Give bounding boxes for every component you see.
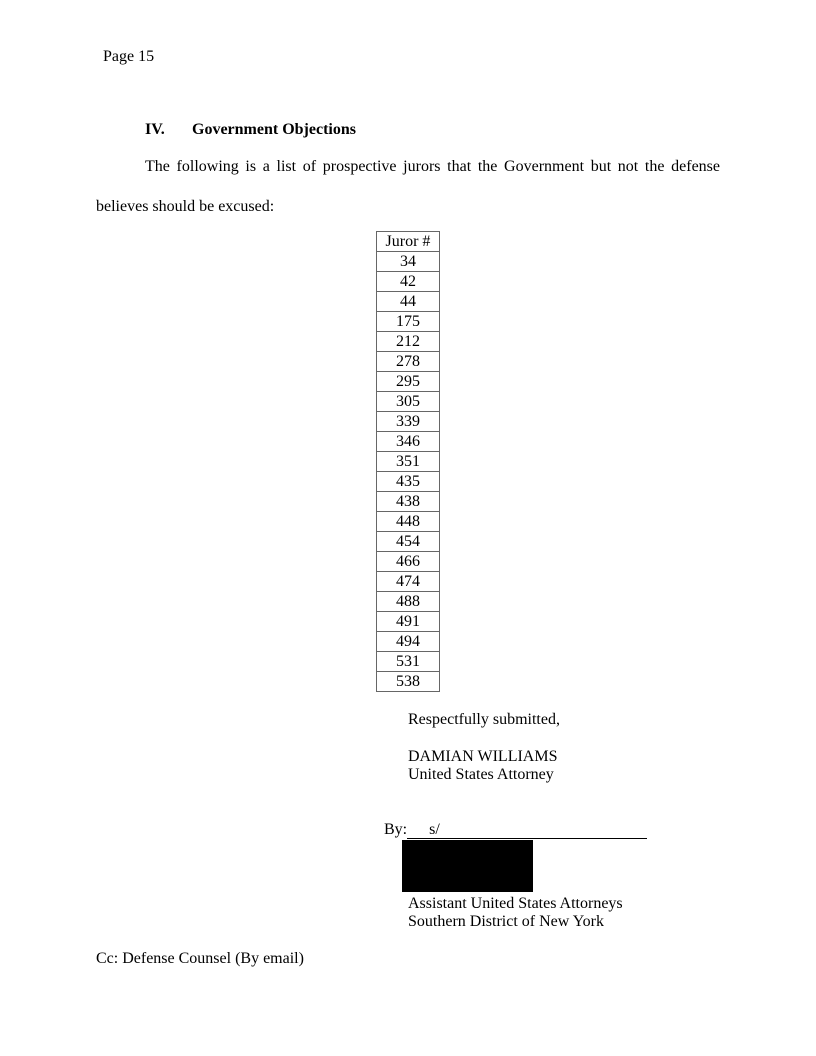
table-row xyxy=(377,592,440,612)
juror-number: 295 xyxy=(377,372,440,392)
table-row xyxy=(377,452,440,472)
section-title: Government Objections xyxy=(192,121,356,138)
page-number: Page 15 xyxy=(103,48,155,65)
signature-rule xyxy=(407,822,647,839)
signature-line xyxy=(384,821,647,839)
table-row xyxy=(377,432,440,452)
table-row xyxy=(377,272,440,292)
juror-number: 339 xyxy=(377,412,440,432)
juror-number: 438 xyxy=(377,492,440,512)
table-row xyxy=(377,332,440,352)
juror-number: 448 xyxy=(377,512,440,532)
signer-role: Assistant United States Attorneys xyxy=(408,895,623,912)
body-paragraph-line1: The following is a list of prospective jurors that the Government but not the defense xyxy=(145,158,720,175)
juror-number: 474 xyxy=(377,572,440,592)
juror-number: 538 xyxy=(377,672,440,692)
table-row xyxy=(377,472,440,492)
juror-number: 494 xyxy=(377,632,440,652)
table-row xyxy=(377,632,440,652)
table-row xyxy=(377,572,440,592)
juror-number: 531 xyxy=(377,652,440,672)
table-row xyxy=(377,412,440,432)
table-row xyxy=(377,312,440,332)
juror-number: 488 xyxy=(377,592,440,612)
juror-number: 466 xyxy=(377,552,440,572)
juror-number: 435 xyxy=(377,472,440,492)
juror-number: 34 xyxy=(377,252,440,272)
juror-number: 351 xyxy=(377,452,440,472)
attorney-title: United States Attorney xyxy=(408,766,554,783)
table-row xyxy=(377,672,440,692)
table-row xyxy=(377,512,440,532)
cc-line: Cc: Defense Counsel (By email) xyxy=(96,950,304,967)
section-heading xyxy=(145,121,356,139)
signer-office: Southern District of New York xyxy=(408,913,604,930)
table-row xyxy=(377,392,440,412)
juror-number: 278 xyxy=(377,352,440,372)
table-row xyxy=(377,492,440,512)
table-row xyxy=(377,252,440,272)
section-number: IV. xyxy=(145,121,165,138)
juror-table xyxy=(376,231,440,692)
juror-number: 305 xyxy=(377,392,440,412)
redaction-block xyxy=(402,840,533,892)
table-row xyxy=(377,352,440,372)
juror-number: 454 xyxy=(377,532,440,552)
body-paragraph-line2: believes should be excused: xyxy=(96,198,275,215)
juror-number: 175 xyxy=(377,312,440,332)
juror-number: 44 xyxy=(377,292,440,312)
table-row xyxy=(377,532,440,552)
juror-number: 212 xyxy=(377,332,440,352)
juror-table-header: Juror # xyxy=(377,232,440,252)
electronic-signature: s/ xyxy=(429,821,440,838)
table-row xyxy=(377,372,440,392)
attorney-name: DAMIAN WILLIAMS xyxy=(408,748,558,765)
by-label: By: xyxy=(384,821,408,838)
juror-number: 42 xyxy=(377,272,440,292)
table-row xyxy=(377,612,440,632)
table-row xyxy=(377,652,440,672)
table-row xyxy=(377,552,440,572)
juror-number: 346 xyxy=(377,432,440,452)
juror-number: 491 xyxy=(377,612,440,632)
closing-line: Respectfully submitted, xyxy=(408,711,560,728)
table-row xyxy=(377,292,440,312)
